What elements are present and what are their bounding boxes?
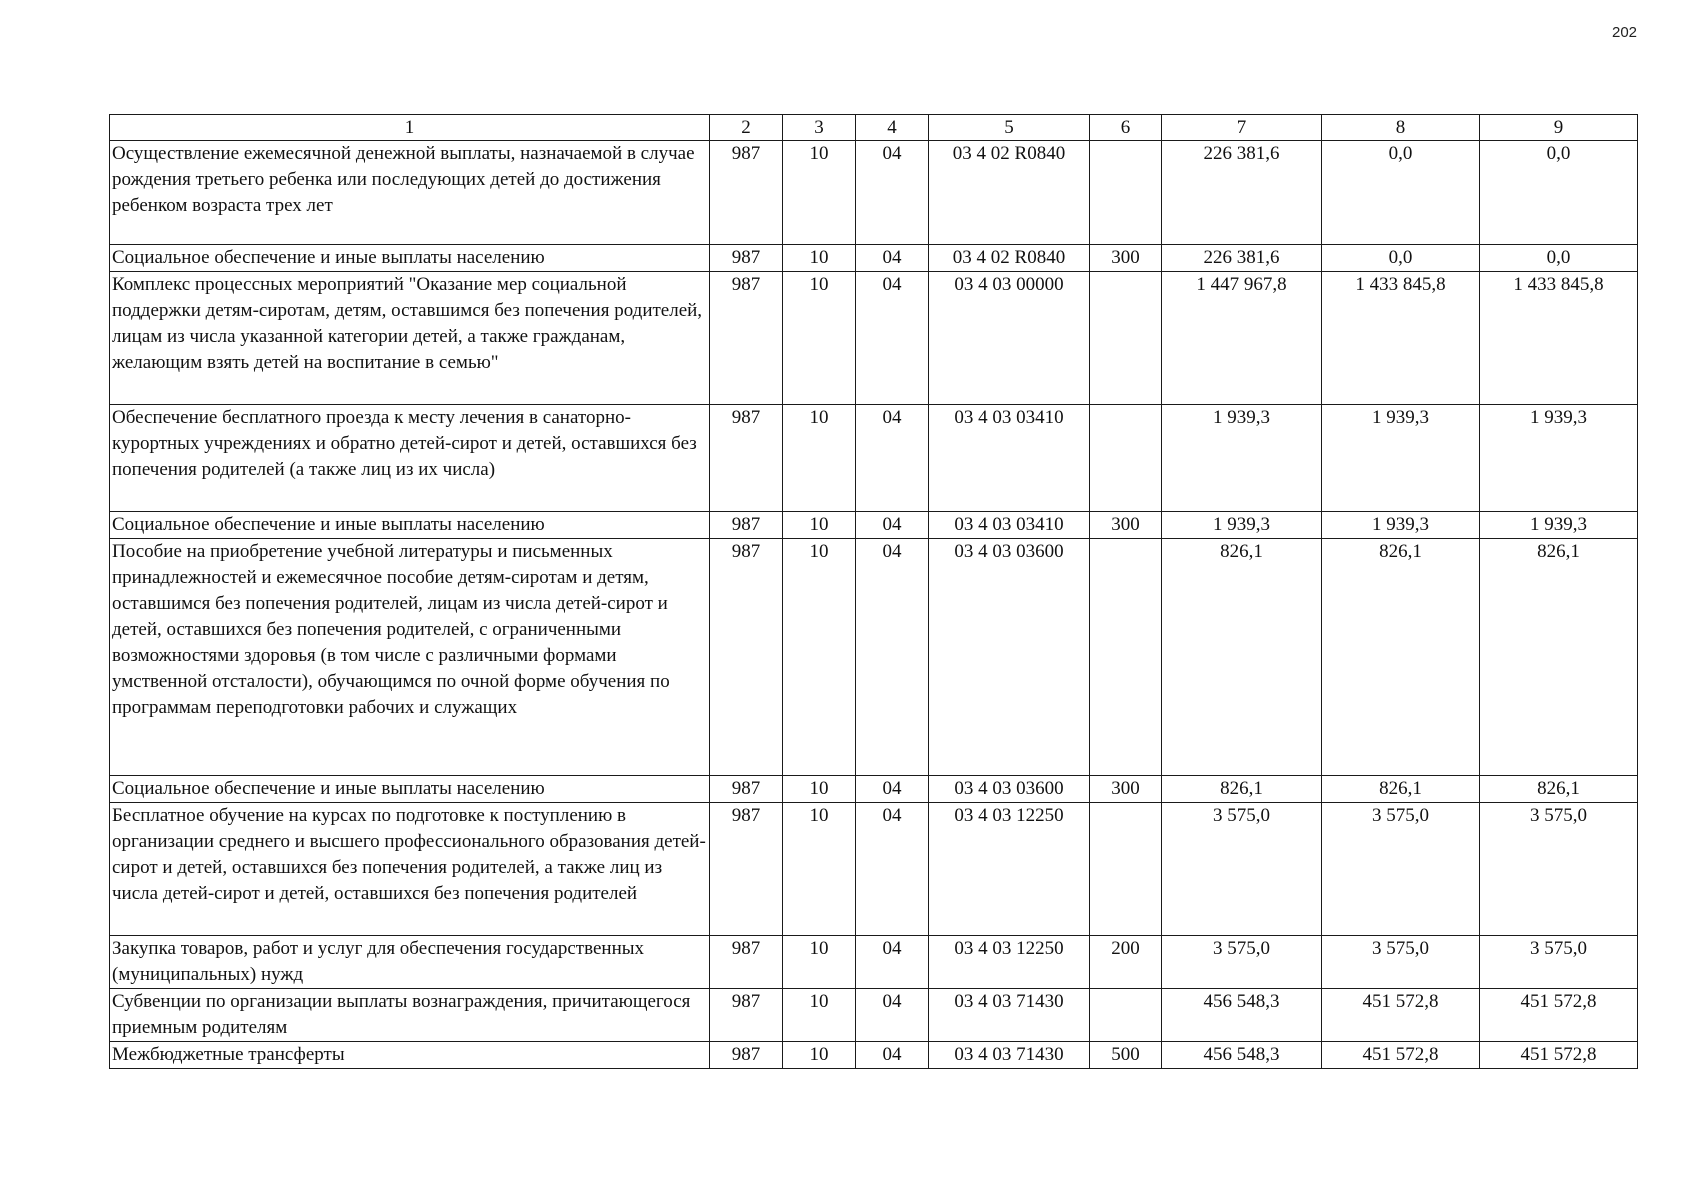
cell-col4: 04 — [856, 272, 929, 405]
cell-col3: 10 — [783, 776, 856, 803]
row-name: Осуществление ежемесячной денежной выплаты, назначаемой в случае рождения третьего ребенка или последующих детей до достижения ребенком возраста трех лет — [110, 141, 710, 245]
budget-table — [109, 114, 1638, 1069]
cell-col9: 3 575,0 — [1480, 803, 1638, 936]
table-row — [110, 989, 1638, 1042]
table-row — [110, 539, 1638, 776]
table-row — [110, 1042, 1638, 1069]
cell-col2: 987 — [710, 776, 783, 803]
row-name: Бесплатное обучение на курсах по подготовке к поступлению в организации среднего и высшего профессионального образования детей-сирот и детей, оставшихся без попечения родителей, а также лиц из числа детей-сирот и детей, оставшихся без попечения родителей — [110, 803, 710, 936]
cell-col5: 03 4 03 03410 — [929, 512, 1090, 539]
cell-col8: 3 575,0 — [1322, 803, 1480, 936]
cell-col7: 3 575,0 — [1162, 936, 1322, 989]
cell-col8: 0,0 — [1322, 141, 1480, 245]
cell-col9: 1 939,3 — [1480, 405, 1638, 512]
cell-col7: 1 939,3 — [1162, 405, 1322, 512]
cell-col2: 987 — [710, 539, 783, 776]
cell-col3: 10 — [783, 539, 856, 776]
row-name: Социальное обеспечение и иные выплаты населению — [110, 776, 710, 803]
cell-col3: 10 — [783, 512, 856, 539]
row-name: Обеспечение бесплатного проезда к месту лечения в санаторно-курортных учреждениях и обратно детей-сирот и детей, оставшихся без попечения родителей (а также лиц из их числа) — [110, 405, 710, 512]
cell-col4: 04 — [856, 1042, 929, 1069]
cell-col6 — [1090, 141, 1162, 245]
cell-col5: 03 4 03 03410 — [929, 405, 1090, 512]
cell-col3: 10 — [783, 141, 856, 245]
cell-col6: 300 — [1090, 245, 1162, 272]
cell-col8: 826,1 — [1322, 539, 1480, 776]
cell-col9: 451 572,8 — [1480, 1042, 1638, 1069]
column-header: 5 — [929, 115, 1090, 141]
cell-col4: 04 — [856, 989, 929, 1042]
cell-col5: 03 4 03 03600 — [929, 539, 1090, 776]
row-name: Комплекс процессных мероприятий "Оказание мер социальной поддержки детям-сиротам, детям, оставшимся без попечения родителей, лицам из числа указанной категории детей, а также гражданам, желающим взять детей на воспитание в семью" — [110, 272, 710, 405]
table-row — [110, 272, 1638, 405]
column-header: 2 — [710, 115, 783, 141]
cell-col5: 03 4 03 71430 — [929, 1042, 1090, 1069]
cell-col2: 987 — [710, 512, 783, 539]
cell-col8: 1 939,3 — [1322, 405, 1480, 512]
cell-col2: 987 — [710, 989, 783, 1042]
cell-col5: 03 4 03 71430 — [929, 989, 1090, 1042]
cell-col4: 04 — [856, 245, 929, 272]
cell-col6 — [1090, 989, 1162, 1042]
cell-col2: 987 — [710, 272, 783, 405]
cell-col4: 04 — [856, 539, 929, 776]
page-number: 202 — [1612, 24, 1638, 41]
cell-col5: 03 4 02 R0840 — [929, 245, 1090, 272]
cell-col4: 04 — [856, 776, 929, 803]
cell-col2: 987 — [710, 803, 783, 936]
cell-col4: 04 — [856, 803, 929, 936]
cell-col4: 04 — [856, 936, 929, 989]
table-row — [110, 803, 1638, 936]
table-row — [110, 141, 1638, 245]
cell-col3: 10 — [783, 936, 856, 989]
table-row — [110, 512, 1638, 539]
cell-col7: 3 575,0 — [1162, 803, 1322, 936]
cell-col9: 0,0 — [1480, 141, 1638, 245]
cell-col2: 987 — [710, 141, 783, 245]
cell-col6 — [1090, 539, 1162, 776]
cell-col5: 03 4 03 12250 — [929, 936, 1090, 989]
row-name: Межбюджетные трансферты — [110, 1042, 710, 1069]
cell-col6: 300 — [1090, 776, 1162, 803]
cell-col5: 03 4 02 R0840 — [929, 141, 1090, 245]
cell-col8: 451 572,8 — [1322, 1042, 1480, 1069]
row-name: Пособие на приобретение учебной литературы и письменных принадлежностей и ежемесячное пособие детям-сиротам и детям, оставшимся без попечения родителей, лицам из числа детей-сирот и детей, оставшихся без попечения родителей, с ограниченными возможностями здоровья (в том числе с различными формами умственной отсталости), обучающимся по очной форме обучения по программам переподготовки рабочих и служащих — [110, 539, 710, 776]
cell-col5: 03 4 03 12250 — [929, 803, 1090, 936]
column-header: 8 — [1322, 115, 1480, 141]
cell-col3: 10 — [783, 405, 856, 512]
table-row — [110, 245, 1638, 272]
cell-col6 — [1090, 405, 1162, 512]
cell-col5: 03 4 03 03600 — [929, 776, 1090, 803]
header-row — [110, 115, 1638, 141]
cell-col8: 0,0 — [1322, 245, 1480, 272]
row-name: Социальное обеспечение и иные выплаты населению — [110, 245, 710, 272]
cell-col7: 226 381,6 — [1162, 245, 1322, 272]
table-row — [110, 776, 1638, 803]
column-header: 4 — [856, 115, 929, 141]
cell-col6: 200 — [1090, 936, 1162, 989]
column-header: 1 — [110, 115, 710, 141]
cell-col8: 826,1 — [1322, 776, 1480, 803]
cell-col7: 456 548,3 — [1162, 989, 1322, 1042]
cell-col7: 1 939,3 — [1162, 512, 1322, 539]
cell-col9: 826,1 — [1480, 776, 1638, 803]
cell-col6 — [1090, 803, 1162, 936]
cell-col7: 1 447 967,8 — [1162, 272, 1322, 405]
cell-col6 — [1090, 272, 1162, 405]
cell-col8: 451 572,8 — [1322, 989, 1480, 1042]
cell-col2: 987 — [710, 936, 783, 989]
cell-col5: 03 4 03 00000 — [929, 272, 1090, 405]
table-row — [110, 405, 1638, 512]
cell-col8: 3 575,0 — [1322, 936, 1480, 989]
cell-col9: 0,0 — [1480, 245, 1638, 272]
table-row — [110, 936, 1638, 989]
cell-col9: 1 939,3 — [1480, 512, 1638, 539]
cell-col4: 04 — [856, 141, 929, 245]
cell-col2: 987 — [710, 405, 783, 512]
cell-col3: 10 — [783, 803, 856, 936]
cell-col7: 826,1 — [1162, 539, 1322, 776]
cell-col8: 1 939,3 — [1322, 512, 1480, 539]
cell-col6: 500 — [1090, 1042, 1162, 1069]
column-header: 3 — [783, 115, 856, 141]
cell-col9: 826,1 — [1480, 539, 1638, 776]
cell-col2: 987 — [710, 245, 783, 272]
cell-col9: 451 572,8 — [1480, 989, 1638, 1042]
column-header: 7 — [1162, 115, 1322, 141]
cell-col3: 10 — [783, 245, 856, 272]
cell-col8: 1 433 845,8 — [1322, 272, 1480, 405]
cell-col3: 10 — [783, 272, 856, 405]
column-header: 6 — [1090, 115, 1162, 141]
row-name: Социальное обеспечение и иные выплаты населению — [110, 512, 710, 539]
column-header: 9 — [1480, 115, 1638, 141]
cell-col9: 1 433 845,8 — [1480, 272, 1638, 405]
cell-col7: 226 381,6 — [1162, 141, 1322, 245]
row-name: Субвенции по организации выплаты вознаграждения, причитающегося приемным родителям — [110, 989, 710, 1042]
cell-col3: 10 — [783, 1042, 856, 1069]
cell-col7: 826,1 — [1162, 776, 1322, 803]
cell-col3: 10 — [783, 989, 856, 1042]
cell-col7: 456 548,3 — [1162, 1042, 1322, 1069]
cell-col6: 300 — [1090, 512, 1162, 539]
cell-col4: 04 — [856, 512, 929, 539]
cell-col4: 04 — [856, 405, 929, 512]
cell-col2: 987 — [710, 1042, 783, 1069]
row-name: Закупка товаров, работ и услуг для обеспечения государственных (муниципальных) нужд — [110, 936, 710, 989]
cell-col9: 3 575,0 — [1480, 936, 1638, 989]
